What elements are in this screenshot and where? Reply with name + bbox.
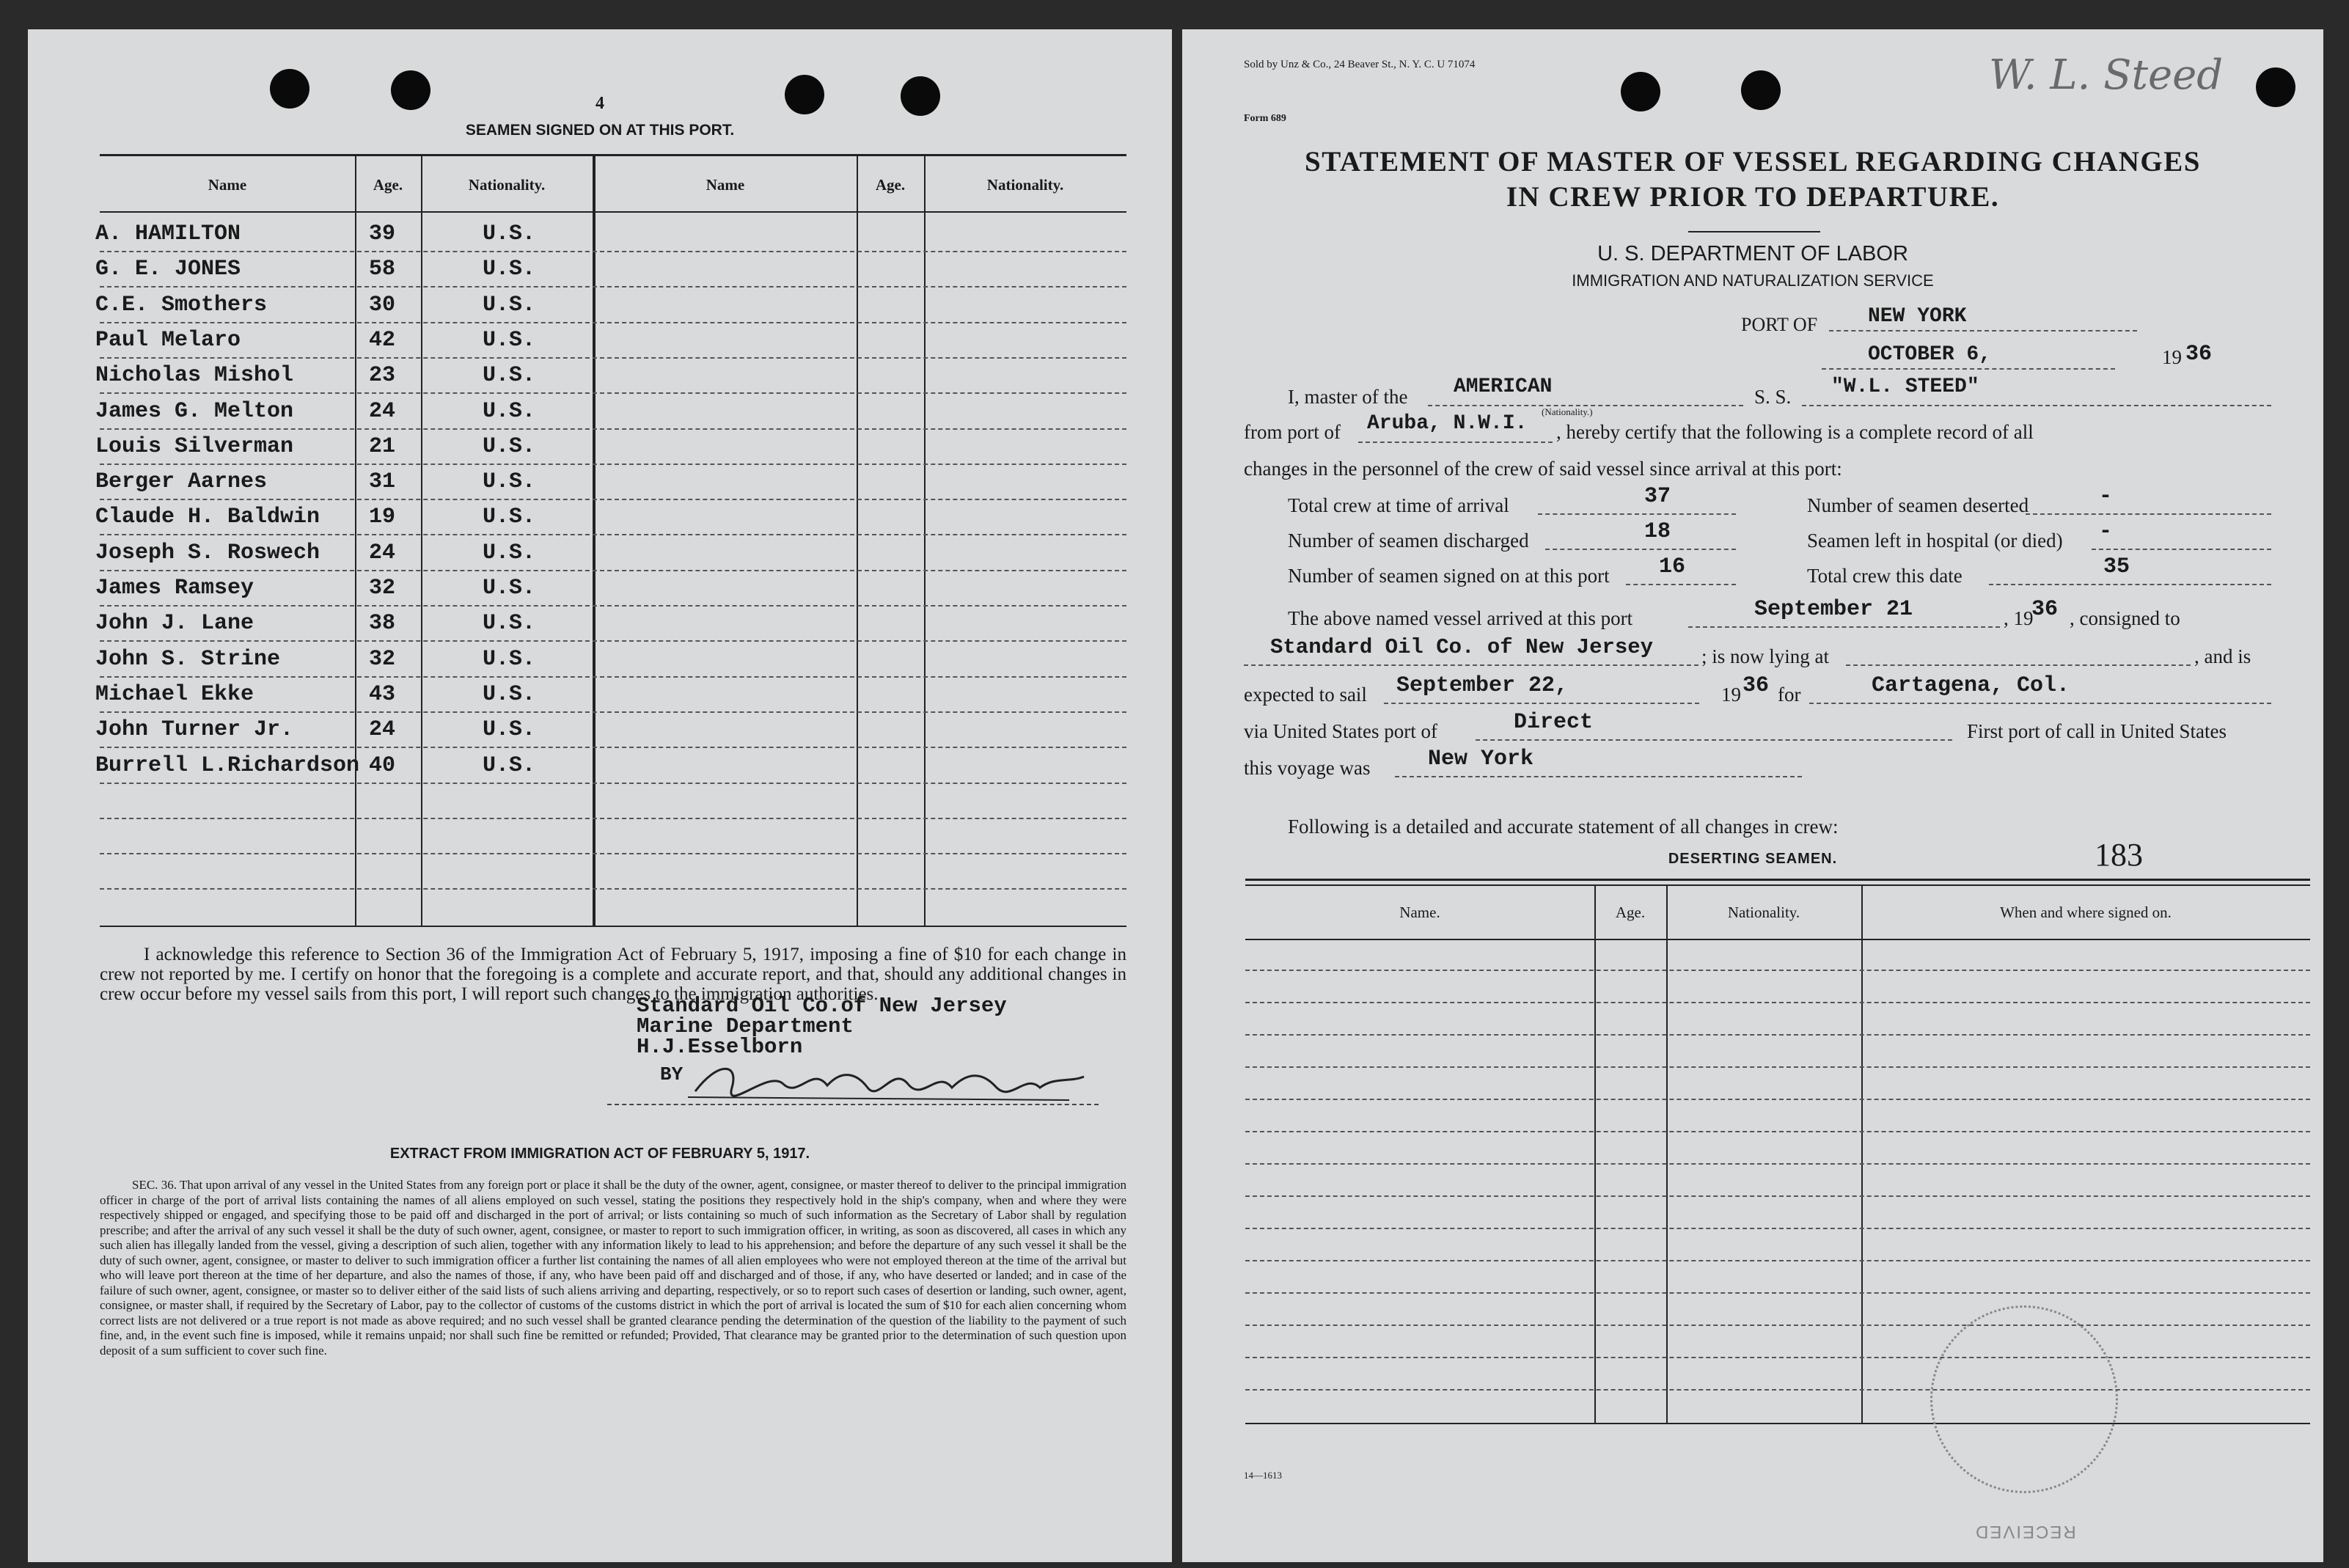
seaman-name: John J. Lane	[95, 611, 254, 637]
col-divider	[924, 155, 926, 926]
expected-label: expected to sail	[1244, 684, 1367, 706]
service: IMMIGRATION AND NATURALIZATION SERVICE	[1572, 271, 1934, 290]
seaman-name: James Ramsey	[95, 576, 254, 601]
row-rule	[100, 676, 1126, 678]
received-stamp: RECEIVED	[1974, 1522, 2076, 1542]
sail-date-line	[1384, 703, 1699, 704]
seaman-name: James G. Melton	[95, 398, 294, 424]
total-date-value: 35	[2103, 554, 2130, 579]
deserting-row-rule	[1245, 1260, 2310, 1261]
from-port-line	[1358, 442, 1553, 443]
seaman-age: 31	[369, 469, 396, 495]
col-divider	[1594, 884, 1596, 1423]
printer-note: Sold by Unz & Co., 24 Beaver St., N. Y. C. U 71074	[1244, 59, 1476, 70]
seaman-name: John Turner Jr.	[95, 717, 294, 743]
deserting-title: DESERTING SEAMEN.	[1668, 851, 1838, 867]
row-rule	[100, 888, 1126, 890]
arrived-label: The above named vessel arrived at this port	[1288, 607, 1633, 629]
seaman-nationality: U.S.	[483, 752, 536, 778]
seaman-nationality: U.S.	[483, 681, 536, 707]
port-value: NEW YORK	[1868, 305, 1967, 328]
date-value: OCTOBER 6,	[1868, 343, 1992, 366]
arrived-line	[1688, 626, 2000, 628]
table-top-border	[100, 154, 1126, 156]
arrived-year-prefix: , 19	[2004, 607, 2034, 629]
deserting-header-border	[1245, 939, 2310, 940]
changes-text: changes in the personnel of the crew of said vessel since arrival at this port:	[1244, 458, 1842, 480]
page-number: 4	[596, 94, 604, 113]
row-rule	[100, 818, 1126, 819]
first-port-label: First port of call in United States	[1967, 720, 2227, 742]
seaman-name: Paul Melaro	[95, 327, 241, 353]
for-label: for	[1778, 684, 1801, 706]
via-value: Direct	[1514, 710, 1594, 735]
table-header-border	[100, 211, 1126, 213]
row-rule	[100, 783, 1126, 784]
seaman-name: A. HAMILTON	[95, 221, 241, 246]
footer-code: 14—1613	[1244, 1470, 1282, 1481]
seaman-nationality: U.S.	[483, 505, 536, 530]
punch-hole	[1621, 72, 1660, 111]
row-rule	[100, 251, 1126, 252]
deserting-col-signed: When and where signed on.	[2000, 904, 2172, 921]
signature-block	[637, 996, 1007, 1058]
port-label: PORT OF	[1741, 314, 1818, 335]
total-date-line	[1989, 584, 2271, 585]
punch-hole	[2256, 67, 2295, 107]
seaman-nationality: U.S.	[483, 327, 536, 353]
seaman-age: 19	[369, 505, 396, 530]
seaman-name: Claude H. Baldwin	[95, 505, 320, 530]
signed-on-line	[1626, 584, 1736, 585]
hospital-line	[2092, 549, 2271, 550]
row-rule	[100, 605, 1126, 607]
form-title-line2: IN CREW PRIOR TO DEPARTURE.	[1506, 181, 2000, 213]
lying-label: ; is now lying at	[1701, 645, 1829, 667]
total-arrival-line	[1538, 513, 1736, 515]
signature-department: Marine Department	[637, 1014, 854, 1038]
seaman-age: 32	[369, 646, 396, 672]
deserting-row-rule	[1245, 970, 2310, 971]
seaman-age: 40	[369, 752, 396, 778]
extract-text: SEC. 36. That upon arrival of any vessel in the United States from any foreign port or place it shall be the duty of the owner, agent, consignee, or master thereof to deliver to the principal immigration officer in charge of the port of arrival lists containing the names of all aliens employed on such vessel, stating the positions they respectively hold in the ship's company, when and where they were respectively shipped or engaged, and specifying those to be paid off and discharged in the port of arrival; or lists containing so much of such information as the Secretary of Labor shall by regulation prescribe; and after the arrival of any such vessel it shall be the duty of such owner, agent, consignee, or master to report to such immigration officer, in writing, as soon as discovered, all cases in which any such alien has illegally landed from the vessel, giving a description of such alien, together with any information likely to lead to his apprehension; and before the departure of any such vessel it shall be the duty of such owner, agent, consignee, or master to deliver to such immigration officer a further list containing the names of all alien employees who were not employed thereon at the time of the arrival but who will leave port thereon at the time of her departure, and also the names of those, if any, who have been paid off and discharged and of those, if any, who have deserted or landed; and in case of the failure of such owner, agent, consignee, or master so to deliver either of the said lists of such aliens arriving and departing, respectively, or so to report such cases of desertion or landing, such owner, agent, consignee, or master shall, if required by the Secretary of Labor, pay to the collector of customs of the customs district in which the port of arrival is located the sum of $10 for each alien concerning whom correct lists are not delivered or a true report is not made as above required; and no such vessel shall be granted clearance pending the determination of the question of the liability to the payment of such fine, and, in the event such fine is imposed, while it remains unpaid; nor shall such fine be remitted or refunded; Provided, That clearance may be granted prior to the determination of such question upon deposit of a sum sufficient to cover such fine.	[100, 1178, 1126, 1358]
sail-year: 36	[1742, 673, 1770, 698]
deserting-row-rule	[1245, 1163, 2310, 1165]
seaman-age: 32	[369, 576, 396, 601]
deserting-row-rule	[1245, 1228, 2310, 1229]
discharged-label: Number of seamen discharged	[1288, 530, 1529, 552]
deserting-row-rule	[1245, 1325, 2310, 1326]
row-rule	[100, 853, 1126, 854]
seaman-age: 21	[369, 433, 396, 459]
row-rule	[100, 322, 1126, 323]
handwritten-signature	[688, 1055, 1099, 1106]
row-rule	[100, 428, 1126, 430]
seaman-name: Burrell L.Richardson	[95, 752, 360, 778]
total-arrival-label: Total crew at time of arrival	[1288, 494, 1509, 516]
sheet-number: 183	[2095, 837, 2143, 873]
col-header-age-2: Age.	[875, 176, 906, 194]
sail-year-prefix: 19	[1721, 684, 1741, 706]
seaman-name: Nicholas Mishol	[95, 363, 294, 389]
form-title-line1: STATEMENT OF MASTER OF VESSEL REGARDING CHANGES	[1305, 146, 2201, 177]
and-is-label: , and is	[2194, 645, 2251, 667]
col-header-nationality-2: Nationality.	[986, 176, 1064, 194]
seaman-age: 38	[369, 611, 396, 637]
deserting-row-rule	[1245, 1034, 2310, 1036]
form-number: Form 689	[1244, 113, 1286, 124]
seaman-nationality: U.S.	[483, 292, 536, 318]
deserting-row-rule	[1245, 1099, 2310, 1100]
deserting-row-rule	[1245, 1195, 2310, 1197]
seaman-age: 24	[369, 398, 396, 424]
total-date-label: Total crew this date	[1807, 565, 1963, 587]
extract-title: EXTRACT FROM IMMIGRATION ACT OF FEBRUARY 5, 1917.	[389, 1146, 810, 1162]
row-rule	[100, 640, 1126, 642]
row-rule	[100, 570, 1126, 571]
seaman-nationality: U.S.	[483, 257, 536, 282]
destination-line	[1809, 703, 2271, 704]
left-page-title: SEAMEN SIGNED ON AT THIS PORT.	[465, 122, 735, 139]
by-label: BY	[660, 1063, 684, 1085]
row-rule	[100, 747, 1126, 748]
master-label: I, master of the	[1288, 386, 1408, 408]
from-port-label: from port of	[1244, 421, 1341, 443]
signed-on-label: Number of seamen signed on at this port	[1288, 565, 1610, 587]
col-divider	[1861, 884, 1863, 1423]
department: U. S. DEPARTMENT OF LABOR	[1597, 242, 1908, 265]
signature-company: Standard Oil Co.of New Jersey	[637, 994, 1007, 1018]
voyage-label: this voyage was	[1244, 757, 1371, 779]
ship-line	[1802, 405, 2271, 406]
col-header-nationality: Nationality.	[468, 176, 546, 194]
from-port-value: Aruba, N.W.I.	[1367, 412, 1528, 435]
col-divider	[857, 155, 858, 926]
seaman-nationality: U.S.	[483, 363, 536, 389]
seaman-nationality: U.S.	[483, 576, 536, 601]
handwritten-note: W. L. Steed	[1989, 51, 2224, 99]
deserting-row-rule	[1245, 1389, 2310, 1391]
seaman-nationality: U.S.	[483, 540, 536, 565]
year-prefix: 19	[2162, 346, 2182, 368]
row-rule	[100, 392, 1126, 394]
col-divider	[421, 155, 422, 926]
row-rule	[100, 286, 1126, 287]
seaman-name: G. E. JONES	[95, 257, 241, 282]
seaman-age: 30	[369, 292, 396, 318]
seaman-name: Berger Aarnes	[95, 469, 268, 495]
seaman-nationality: U.S.	[483, 433, 536, 459]
seaman-name: Michael Ekke	[95, 681, 254, 707]
deserting-row-rule	[1245, 1002, 2310, 1003]
deserting-col-name: Name.	[1399, 904, 1440, 921]
ship-value: "W.L. STEED"	[1831, 375, 1979, 398]
title-rule	[1688, 231, 1820, 232]
certify-text: , hereby certify that the following is a complete record of all	[1556, 421, 2034, 443]
deserting-row-rule	[1245, 1292, 2310, 1294]
discharged-value: 18	[1644, 519, 1671, 544]
total-arrival-value: 37	[1644, 484, 1671, 509]
row-rule	[100, 499, 1126, 500]
via-label: via United States port of	[1244, 720, 1437, 742]
following-text: Following is a detailed and accurate statement of all changes in crew:	[1288, 816, 1839, 838]
right-page	[1182, 29, 2323, 1562]
deserting-col-age: Age.	[1615, 904, 1646, 921]
row-rule	[100, 534, 1126, 535]
signature-officer: H.J.Esselborn	[637, 1035, 803, 1059]
deserting-table-top-2	[1245, 884, 2310, 886]
deserting-row-rule	[1245, 1066, 2310, 1068]
row-rule	[100, 711, 1126, 713]
consignee-value: Standard Oil Co. of New Jersey	[1270, 635, 1654, 659]
deserting-col-nationality: Nationality.	[1727, 904, 1800, 921]
deserting-table-top	[1245, 879, 2310, 881]
row-rule	[100, 464, 1126, 465]
deserting-row-rule	[1245, 1357, 2310, 1358]
hospital-value: -	[2099, 519, 2113, 544]
col-header-name-2: Name	[706, 176, 745, 194]
seaman-nationality: U.S.	[483, 398, 536, 424]
col-header-age: Age.	[373, 176, 403, 194]
lying-line	[1846, 664, 2191, 666]
table-bottom-border	[100, 926, 1126, 927]
circular-stamp	[1930, 1305, 2118, 1493]
left-page	[28, 29, 1172, 1562]
discharged-line	[1545, 549, 1736, 550]
acknowledgment-text: I acknowledge this reference to Section 36 of the Immigration Act of February 5, 1917, imposing a fine of $10 for each change in crew not reported by me. I certify on honor that the foregoing is a complete and accurate report, and that, should any additional changes in crew occur before my vessel sails from this port, I will report such changes to the immigration authorities.	[100, 945, 1126, 1004]
hospital-label: Seamen left in hospital (or died)	[1807, 530, 2063, 552]
year-value: 36	[2185, 342, 2213, 367]
destination-value: Cartagena, Col.	[1872, 673, 2070, 698]
seaman-nationality: U.S.	[483, 646, 536, 672]
deserted-line	[2026, 513, 2271, 515]
arrived-value: September 21	[1754, 597, 1913, 622]
signature-line	[607, 1104, 1099, 1105]
seaman-age: 24	[369, 540, 396, 565]
signed-on-value: 16	[1659, 554, 1686, 579]
voyage-line	[1395, 776, 1802, 777]
seaman-age: 24	[369, 717, 396, 743]
row-rule	[100, 357, 1126, 359]
arrived-year: 36	[2031, 597, 2059, 622]
voyage-value: New York	[1428, 747, 1534, 772]
sail-date-value: September 22,	[1396, 673, 1569, 698]
punch-hole	[1741, 70, 1781, 110]
seaman-nationality: U.S.	[483, 611, 536, 637]
date-line	[1822, 368, 2115, 370]
ss-label: S. S.	[1754, 386, 1792, 408]
seaman-age: 43	[369, 681, 396, 707]
nationality-value: AMERICAN	[1454, 375, 1553, 398]
consignee-line	[1244, 664, 1698, 666]
col-header-name: Name	[208, 176, 247, 194]
col-divider	[355, 155, 356, 926]
seaman-name: John S. Strine	[95, 646, 281, 672]
seaman-name: Joseph S. Roswech	[95, 540, 320, 565]
deserting-row-rule	[1245, 1131, 2310, 1132]
nationality-caption: (Nationality.)	[1542, 406, 1593, 417]
seaman-age: 58	[369, 257, 396, 282]
port-line	[1829, 330, 2137, 331]
col-divider	[593, 155, 596, 926]
via-line	[1476, 739, 1952, 741]
seaman-age: 23	[369, 363, 396, 389]
consigned-label: , consigned to	[2070, 607, 2180, 629]
seaman-name: C.E. Smothers	[95, 292, 268, 318]
seaman-age: 39	[369, 221, 396, 246]
seaman-nationality: U.S.	[483, 469, 536, 495]
col-divider	[1666, 884, 1668, 1423]
seaman-name: Louis Silverman	[95, 433, 294, 459]
deserted-label: Number of seamen deserted	[1807, 494, 2029, 516]
deserted-value: -	[2099, 484, 2113, 509]
seaman-nationality: U.S.	[483, 717, 536, 743]
seaman-nationality: U.S.	[483, 221, 536, 246]
deserting-table-bottom	[1245, 1423, 2310, 1424]
seaman-age: 42	[369, 327, 396, 353]
